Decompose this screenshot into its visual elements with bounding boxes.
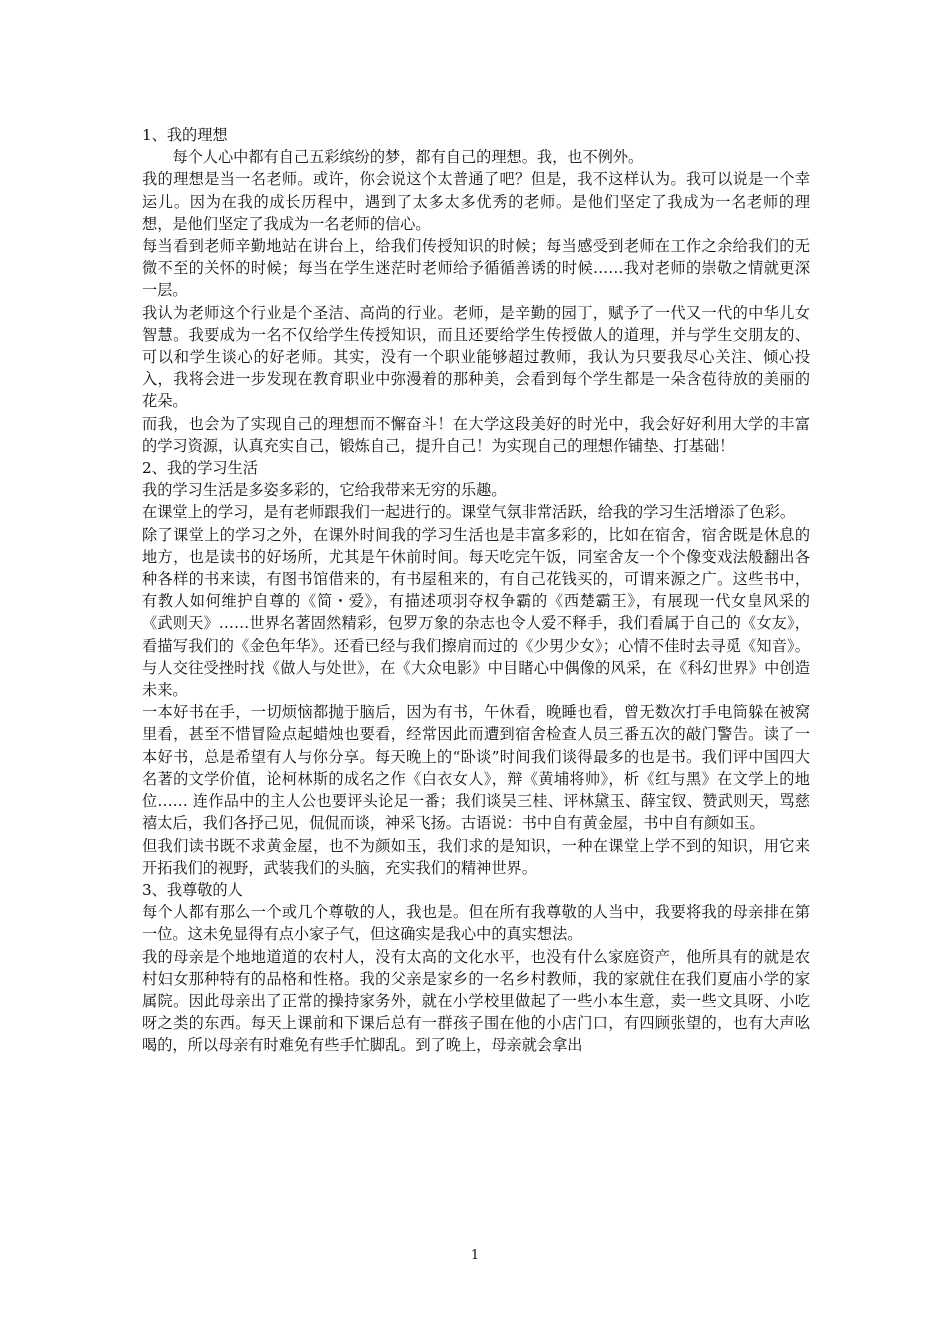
paragraph: 我的理想是当一名老师。或许，你会说这个太普通了吧？但是，我不这样认为。我可以说是一个幸运儿。因为在我的成长历程中，遇到了太多太多优秀的老师。是他们坚定了我成为一名老师的理想，是他们坚定了我成为一名老师的信心。	[142, 170, 810, 233]
paragraph: 但我们读书既不求黄金屋，也不为颜如玉，我们求的是知识，一种在课堂上学不到的知识，用它来开拓我们的视野，武装我们的头脑，充实我们的精神世界。	[142, 836, 810, 877]
paragraph: 我的母亲是个地地道道的农村人，没有太高的文化水平，也没有什么家庭资产，他所具有的就是农村妇女那种特有的品格和性格。我的父亲是家乡的一名乡村教师，我的家就住在我们夏庙小学的家属院。因此母亲出了正常的操持家务外，就在小学校里做起了一些小本生意，卖一些文具呀、小吃呀之类的东西。每天上课前和下课后总有一群孩子围在他的小店门口，有四顾张望的，也有大声吆喝的，所以母亲有时难免有些手忙脚乱。到了晚上，母亲就会拿出	[142, 947, 810, 1055]
paragraph: 我认为老师这个行业是个圣洁、高尚的行业。老师，是辛勤的园丁，赋予了一代又一代的中华儿女智慧。我要成为一名不仅给学生传授知识，而且还要给学生传授做人的道理，并与学生交朋友的、可以和学生谈心的好老师。其实，没有一个职业能够超过教师，我认为只要我尽心关注、倾心投入，我将会进一步发现在教育职业中弥漫着的那种美，会看到每个学生都是一朵含苞待放的美丽的花朵。	[142, 303, 810, 411]
paragraph: 每当看到老师辛勤地站在讲台上，给我们传授知识的时候；每当感受到老师在工作之余给我们的无微不至的关怀的时候；每当在学生迷茫时老师给予循循善诱的时候……我对老师的崇敬之情就更深一层。	[142, 237, 810, 300]
section-heading-3: 3、我尊敬的人	[142, 880, 243, 899]
page-number: 1	[470, 1248, 480, 1263]
paragraph: 在课堂上的学习，是有老师跟我们一起进行的。课堂气氛非常活跃，给我的学习生活增添了色彩。	[142, 503, 796, 522]
paragraph: 而我，也会为了实现自己的理想而不懈奋斗！在大学这段美好的时光中，我会好好利用大学的丰富的学习资源，认真充实自己，锻炼自己，提升自己！为实现自己的理想作铺垫、打基础！	[142, 414, 810, 455]
paragraph: 每个人心中都有自己五彩缤纷的梦，都有自己的理想。我，也不例外。	[172, 148, 644, 167]
document-body	[142, 124, 810, 1057]
section-heading-1: 1、我的理想	[142, 126, 228, 144]
paragraph: 每个人都有那么一个或几个尊敬的人，我也是。但在所有我尊敬的人当中，我要将我的母亲排在第一位。这未免显得有点小家子气，但这确实是我心中的真实想法。	[142, 903, 810, 944]
paragraph: 除了课堂上的学习之外，在课外时间我的学习生活也是丰富多彩的，比如在宿舍，宿舍既是休息的地方，也是读书的好场所，尤其是午休前时间。每天吃完午饭，同室舍友一个个像变戏法般翻出各种各样的书来读，有图书馆借来的，有书屋租来的，有自己花钱买的，可谓来源之广。这些书中，有教人如何维护自尊的《简・爱》，有描述项羽夺权争霸的《西楚霸王》，有展现一代女皇风采的《武则天》……世界名著固然精彩，包罗万象的杂志也令人爱不释手，我们看属于自己的《女友》，看描写我们的《金色年华》。还看已经与我们擦肩而过的《少男少女》；心情不佳时去寻觅《知音》。与人交往受挫时找《做人与处世》，在《大众电影》中目睹心中偶像的风采，在《科幻世界》中创造未来。	[142, 525, 810, 700]
section-heading-2: 2、我的学习生活	[142, 459, 258, 478]
paragraph: 我的学习生活是多姿多彩的，它给我带来无穷的乐趣。	[142, 481, 507, 500]
paragraph: 一本好书在手，一切烦恼都抛于脑后，因为有书，午休看，晚睡也看，曾无数次打手电筒躲在被窝里看，甚至不惜冒险点起蜡烛也要看，经常因此而遭到宿舍检查人员三番五次的敲门警告。读了一本好书，总是希望有人与你分享。每天晚上的“卧谈”时间我们谈得最多的也是书。我们评中国四大名著的文学价值，论柯林斯的成名之作《白衣女人》，辩《黄埔将帅》，析《红与黑》在文学上的地位…… 连作品中的主人公也要评头论足一番；我们谈吴三桂、评林黛玉、薛宝钗、赞武则天，骂慈禧太后，我们各抒己见，侃侃而谈，神采飞扬。古语说：书中自有黄金屋，书中自有颜如玉。	[142, 703, 810, 833]
